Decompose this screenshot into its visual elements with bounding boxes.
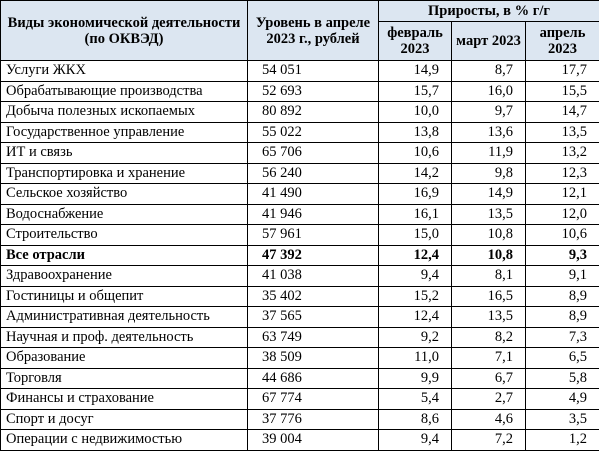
header-month-mar: март 2023 <box>452 22 526 61</box>
cell-activity: Строительство <box>1 225 248 246</box>
cell-activity: Добыча полезных ископаемых <box>1 102 248 123</box>
cell-growth-apr: 9,1 <box>526 266 599 287</box>
cell-growth-mar: 14,9 <box>452 184 526 205</box>
cell-growth-feb: 15,2 <box>379 286 452 307</box>
cell-wage-level: 41 038 <box>248 266 379 287</box>
cell-growth-mar: 10,8 <box>452 225 526 246</box>
table-row <box>1 81 599 102</box>
cell-growth-feb: 8,6 <box>379 409 452 430</box>
cell-growth-apr: 14,7 <box>526 102 599 123</box>
cell-growth-feb: 9,2 <box>379 327 452 348</box>
header-month-feb: февраль 2023 <box>379 22 452 61</box>
cell-growth-mar: 13,5 <box>452 307 526 328</box>
cell-activity: ИТ и связь <box>1 143 248 164</box>
cell-growth-mar: 16,0 <box>452 81 526 102</box>
cell-activity: Административная деятельность <box>1 307 248 328</box>
header-month-apr: апрель 2023 <box>526 22 599 61</box>
cell-activity: Сельское хозяйство <box>1 184 248 205</box>
cell-wage-level: 38 509 <box>248 348 379 369</box>
cell-growth-mar: 8,2 <box>452 327 526 348</box>
cell-growth-mar: 10,8 <box>452 245 526 266</box>
cell-growth-mar: 9,8 <box>452 163 526 184</box>
cell-growth-mar: 8,7 <box>452 61 526 82</box>
cell-growth-apr: 1,2 <box>526 430 599 451</box>
cell-growth-feb: 12,4 <box>379 307 452 328</box>
cell-growth-apr: 7,3 <box>526 327 599 348</box>
cell-growth-apr: 5,8 <box>526 368 599 389</box>
table-row <box>1 266 599 287</box>
cell-growth-mar: 8,1 <box>452 266 526 287</box>
table-row <box>1 245 599 266</box>
cell-growth-mar: 7,1 <box>452 348 526 369</box>
cell-wage-level: 80 892 <box>248 102 379 123</box>
cell-growth-mar: 11,9 <box>452 143 526 164</box>
cell-growth-feb: 15,0 <box>379 225 452 246</box>
cell-growth-feb: 14,2 <box>379 163 452 184</box>
table-body <box>1 61 599 451</box>
cell-growth-feb: 14,9 <box>379 61 452 82</box>
table-row <box>1 348 599 369</box>
cell-growth-mar: 16,5 <box>452 286 526 307</box>
cell-activity: Обрабатывающие производства <box>1 81 248 102</box>
cell-growth-mar: 9,7 <box>452 102 526 123</box>
cell-growth-feb: 15,7 <box>379 81 452 102</box>
table-row <box>1 225 599 246</box>
table-row <box>1 184 599 205</box>
cell-growth-feb: 10,6 <box>379 143 452 164</box>
cell-growth-feb: 12,4 <box>379 245 452 266</box>
cell-growth-apr: 13,2 <box>526 143 599 164</box>
cell-growth-apr: 12,1 <box>526 184 599 205</box>
cell-activity: Операции с недвижимостью <box>1 430 248 451</box>
cell-growth-feb: 16,9 <box>379 184 452 205</box>
table-row <box>1 204 599 225</box>
table-row <box>1 61 599 82</box>
cell-growth-apr: 10,6 <box>526 225 599 246</box>
cell-activity: Водоснабжение <box>1 204 248 225</box>
cell-activity: Гостиницы и общепит <box>1 286 248 307</box>
table-row <box>1 409 599 430</box>
cell-growth-apr: 15,5 <box>526 81 599 102</box>
cell-growth-apr: 17,7 <box>526 61 599 82</box>
cell-activity: Спорт и досуг <box>1 409 248 430</box>
cell-growth-feb: 9,4 <box>379 430 452 451</box>
header-wage-level: Уровень в апреле 2023 г., рублей <box>248 1 379 61</box>
cell-activity: Торговля <box>1 368 248 389</box>
cell-wage-level: 65 706 <box>248 143 379 164</box>
cell-growth-feb: 11,0 <box>379 348 452 369</box>
cell-growth-apr: 8,9 <box>526 307 599 328</box>
table-row <box>1 430 599 451</box>
cell-growth-apr: 8,9 <box>526 286 599 307</box>
cell-growth-feb: 13,8 <box>379 122 452 143</box>
cell-wage-level: 44 686 <box>248 368 379 389</box>
cell-growth-apr: 6,5 <box>526 348 599 369</box>
cell-growth-mar: 4,6 <box>452 409 526 430</box>
cell-growth-mar: 7,2 <box>452 430 526 451</box>
cell-activity: Здравоохранение <box>1 266 248 287</box>
table-row <box>1 327 599 348</box>
cell-wage-level: 37 565 <box>248 307 379 328</box>
cell-growth-mar: 13,5 <box>452 204 526 225</box>
cell-wage-level: 37 776 <box>248 409 379 430</box>
table-row <box>1 122 599 143</box>
cell-growth-mar: 6,7 <box>452 368 526 389</box>
header-growth: Приросты, в % г/г <box>379 1 599 22</box>
cell-wage-level: 56 240 <box>248 163 379 184</box>
cell-wage-level: 39 004 <box>248 430 379 451</box>
cell-growth-apr: 13,5 <box>526 122 599 143</box>
cell-growth-feb: 9,9 <box>379 368 452 389</box>
table-row <box>1 102 599 123</box>
table-row <box>1 368 599 389</box>
cell-wage-level: 67 774 <box>248 389 379 410</box>
cell-growth-feb: 9,4 <box>379 266 452 287</box>
cell-wage-level: 47 392 <box>248 245 379 266</box>
cell-growth-apr: 12,3 <box>526 163 599 184</box>
table-row <box>1 389 599 410</box>
cell-activity: Услуги ЖКХ <box>1 61 248 82</box>
cell-growth-apr: 12,0 <box>526 204 599 225</box>
cell-wage-level: 63 749 <box>248 327 379 348</box>
cell-growth-apr: 9,3 <box>526 245 599 266</box>
cell-activity: Научная и проф. деятельность <box>1 327 248 348</box>
cell-growth-mar: 2,7 <box>452 389 526 410</box>
cell-activity: Финансы и страхование <box>1 389 248 410</box>
cell-activity: Все отрасли <box>1 245 248 266</box>
cell-growth-feb: 16,1 <box>379 204 452 225</box>
cell-wage-level: 57 961 <box>248 225 379 246</box>
cell-growth-apr: 4,9 <box>526 389 599 410</box>
header-activity-type: Виды экономической деятельности (по ОКВЭД) <box>1 1 248 61</box>
cell-growth-apr: 3,5 <box>526 409 599 430</box>
cell-growth-mar: 13,6 <box>452 122 526 143</box>
cell-wage-level: 55 022 <box>248 122 379 143</box>
cell-activity: Государственное управление <box>1 122 248 143</box>
cell-growth-feb: 10,0 <box>379 102 452 123</box>
cell-activity: Транспортировка и хранение <box>1 163 248 184</box>
table-row <box>1 286 599 307</box>
table-row <box>1 307 599 328</box>
cell-wage-level: 52 693 <box>248 81 379 102</box>
cell-growth-feb: 5,4 <box>379 389 452 410</box>
cell-activity: Образование <box>1 348 248 369</box>
cell-wage-level: 41 946 <box>248 204 379 225</box>
table-row <box>1 163 599 184</box>
cell-wage-level: 41 490 <box>248 184 379 205</box>
table-row <box>1 143 599 164</box>
cell-wage-level: 35 402 <box>248 286 379 307</box>
cell-wage-level: 54 051 <box>248 61 379 82</box>
